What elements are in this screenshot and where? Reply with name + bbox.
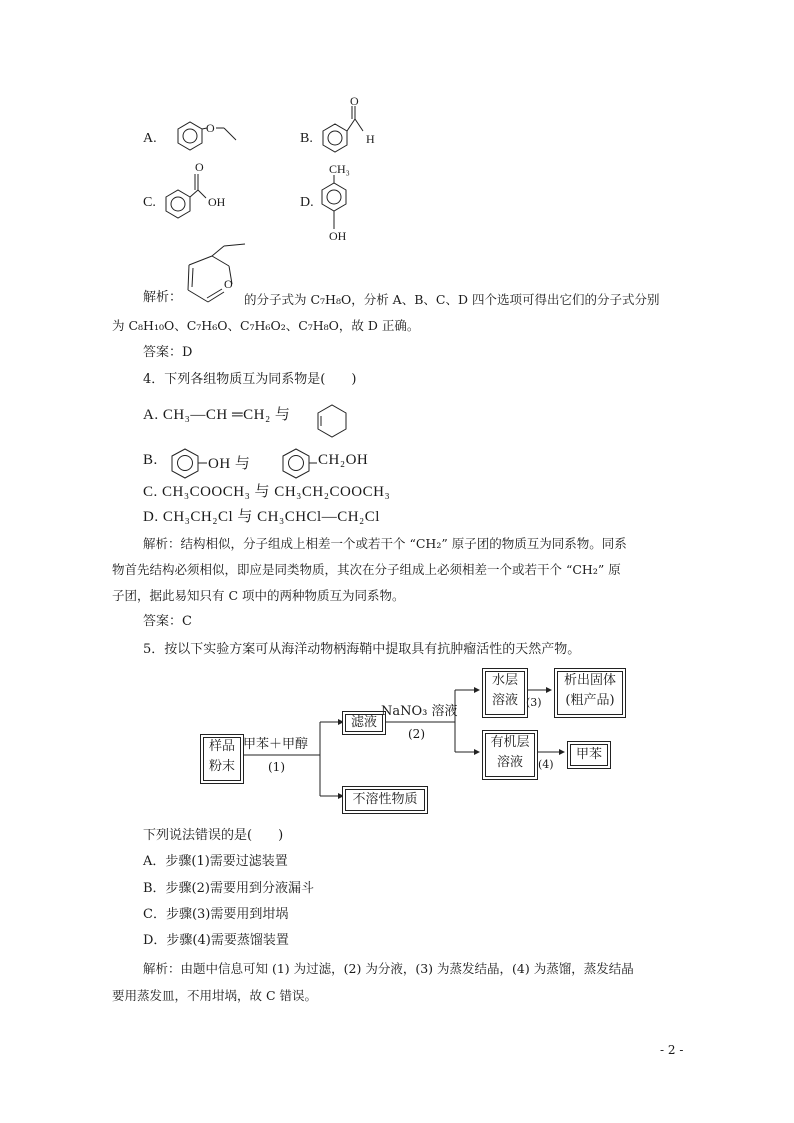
- q4-stem: 4．下列各组物质互为同系物是( ): [143, 372, 357, 387]
- flow-organic-line2: 溶液: [496, 755, 523, 770]
- q4-answer: 答案：C: [143, 614, 192, 629]
- option-b-o: O: [350, 94, 359, 108]
- q3-analysis-line2: 为 C₈H₁₀O、C₇H₆O、C₇H₆O₂、C₇H₈O，故 D 正确。: [112, 318, 420, 333]
- flow-step4: (4): [538, 758, 554, 771]
- option-d-ch3: CH₃: [329, 162, 350, 176]
- analysis-molecule: [188, 244, 245, 302]
- q4-b-phenol: [172, 449, 207, 478]
- q3-analysis-label: 解析：: [143, 290, 183, 305]
- q3-analysis-ring-o: O: [224, 277, 233, 291]
- q4-option-b-oh: OH 与: [208, 456, 251, 472]
- flow-solid-box: [554, 668, 626, 718]
- flow-sample-line2: 粉末: [208, 759, 235, 774]
- option-b-structure: [323, 106, 363, 152]
- q5-option-c: C．步骤(3)需要用到坩埚: [143, 907, 289, 922]
- q5-option-b: B．步骤(2)需要用到分液漏斗: [143, 881, 314, 896]
- flow-organic-line1: 有机层: [490, 735, 530, 750]
- flow-reagent2: NaNO₃ 溶液: [381, 704, 458, 719]
- flow-organic-box: [482, 730, 538, 780]
- q5-analysis-line1: 解析：由题中信息可知 (1) 为过滤，(2) 为分液，(3) 为蒸发结晶，(4) 为蒸馏，蒸发结晶: [143, 961, 634, 976]
- flow-insoluble-box: [342, 786, 428, 814]
- flow-solid-line1: 析出固体: [563, 673, 616, 688]
- q4-option-a: A. CH₃—CH ═CH₂ 与: [143, 407, 291, 423]
- option-c-o: O: [195, 160, 204, 174]
- option-b-h: H: [366, 132, 375, 146]
- flow-toluene-box: [567, 741, 611, 769]
- option-c-oh: OH: [208, 195, 226, 209]
- option-a-o: O: [206, 121, 215, 135]
- q4-option-d: D. CH₃CH₂Cl 与 CH₃CHCl—CH₂Cl: [143, 509, 380, 525]
- q5-question: 下列说法错误的是( ): [143, 828, 284, 843]
- flow-sample-line1: 样品: [208, 739, 235, 754]
- flow-water-box: [482, 668, 528, 718]
- q4-option-b-letter: B.: [143, 452, 158, 468]
- flow-step2: (2): [408, 727, 425, 741]
- q5-option-a: A．步骤(1)需要过滤装置: [143, 854, 288, 869]
- flow-step1: (1): [268, 760, 285, 774]
- flow-solid-line2: (粗产品): [565, 693, 615, 708]
- q4-option-b-ch2oh: CH₂OH: [318, 452, 369, 468]
- flow-filtrate: 滤液: [350, 715, 377, 730]
- q4-analysis-line2: 物首先结构必须相似，即应是同类物质，其次在分子组成上必须相差一个或若干个 “CH₂” 原: [112, 562, 621, 577]
- option-d-letter: D.: [300, 195, 314, 210]
- option-a-letter: A.: [143, 131, 157, 146]
- option-c-letter: C.: [143, 195, 156, 210]
- q4-option-c: C. CH₃COOCH₃ 与 CH₃CH₂COOCH₃: [143, 484, 391, 500]
- flow-step3: (3): [526, 696, 542, 709]
- flow-water-line1: 水层: [491, 673, 518, 688]
- option-d-oh: OH: [329, 229, 347, 243]
- option-c-structure: [166, 174, 206, 218]
- flow-insoluble: 不溶性物质: [352, 792, 418, 807]
- option-d-structure: [322, 175, 346, 229]
- flow-toluene: 甲苯: [575, 747, 602, 762]
- flow-filtrate-box: [342, 711, 386, 735]
- q4-a-cyclohexene: [318, 405, 346, 437]
- q4-analysis-line3: 子团，据此易知只有 C 项中的两种物质互为同系物。: [112, 588, 405, 603]
- q5-analysis-line2: 要用蒸发皿，不用坩埚，故 C 错误。: [112, 988, 318, 1003]
- q4-b-benzyl: [283, 449, 317, 478]
- q5-option-d: D．步骤(4)需要蒸馏装置: [143, 933, 289, 948]
- flow-reagent1: 甲苯＋甲醇: [243, 737, 309, 752]
- flow-water-line2: 溶液: [491, 693, 518, 708]
- page-number: - 2 -: [660, 1043, 684, 1057]
- q5-stem: 5．按以下实验方案可从海洋动物柄海鞘中提取具有抗肿瘤活性的天然产物。: [143, 642, 581, 657]
- q3-analysis-line1: 的分子式为 C₇H₈O，分析 A、B、C、D 四个选项可得出它们的分子式分别: [244, 292, 660, 307]
- option-b-letter: B.: [300, 131, 313, 146]
- q3-answer: 答案：D: [143, 345, 193, 360]
- q4-analysis-line1: 解析：结构相似，分子组成上相差一个或若干个 “CH₂” 原子团的物质互为同系物。同系: [143, 536, 627, 551]
- flow-sample-box: [200, 734, 244, 784]
